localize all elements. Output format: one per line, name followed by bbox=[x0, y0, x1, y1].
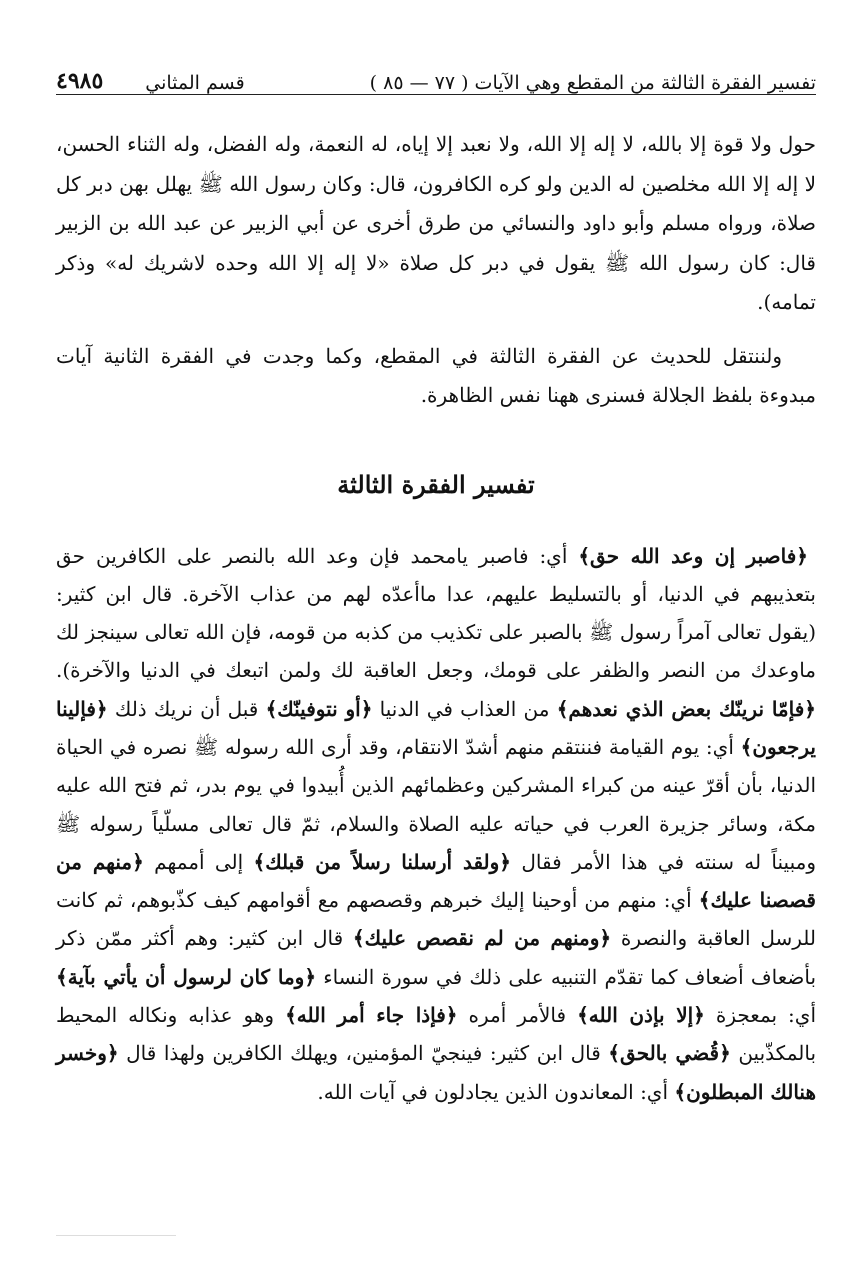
quran-verse: ﴿منهم من قصصنا عليك﴾ bbox=[56, 849, 816, 913]
commentary-text: أي: المعاندون الذين يجادلون في آيات الله. bbox=[317, 1079, 675, 1104]
quran-verse: ﴿وخسر هنالك المبطلون﴾ bbox=[56, 1041, 816, 1104]
footer-rule bbox=[56, 1235, 176, 1236]
quran-verse: ﴿فاصبر إن وعد الله حق﴾ bbox=[578, 543, 808, 568]
commentary-text: أي: يوم القيامة فننتقم منهم أشدّ الانتقام، وقد أرى الله رسوله ﷺ نصره في الحياة الدنيا، بأن أقرّ عينه من كبراء المشركين وعظمائهم الذين أُبيدوا في يوم بدر، ثم فتح الله عليه مكة، وسائر جزيرة العرب في حياته عليه الصلاة والسلام، ثمّ قال تعالى مسلّياً رسوله ﷺ ومبيناً له سنته في هذا الأمر فقال bbox=[56, 734, 816, 874]
section-title: تفسير الفقرة الثالثة bbox=[337, 469, 535, 499]
book-page bbox=[56, 56, 816, 1236]
commentary-text: أي: فاصبر يامحمد فإن وعد الله بالنصر على الكافرين حق بتعذيبهم في الدنيا، أو بالتسليط عليهم، عدا ماأعدّه لهم من عذاب الآخرة. قال ابن كثير: (يقول تعالى آمراً رسول ﷺ بالصبر على تكذيب من كذبه من قومه، فإن الله تعالى سينجز لك ماوعدك من النصر والظفر على قومك، وجعل العاقبة لك ولمن اتبعك في الدنيا والآخرة). bbox=[56, 543, 816, 683]
commentary-text: قبل أن نريك ذلك bbox=[107, 696, 266, 721]
header-title: تفسير الفقرة الثالثة من المقطع وهي الآيات ( ٧٧ — ٨٥ ) bbox=[369, 72, 816, 94]
commentary-text: قال ابن كثير: فينجيّ المؤمنين، ويهلك الكافرين ولهذا قال bbox=[118, 1041, 609, 1066]
quran-verse: ﴿أو نتوفينّك﴾ bbox=[265, 696, 373, 721]
quran-verse: ﴿قُضي بالحق﴾ bbox=[608, 1041, 731, 1066]
commentary-text: إلى أممهم bbox=[143, 849, 254, 874]
commentary-text: وهو عذابه ونكاله المحيط بالمكذّبين bbox=[56, 1003, 817, 1066]
quran-verse: ﴿وما كان لرسول أن يأتي بآية﴾ bbox=[56, 964, 317, 989]
quran-verse: ﴿ولقد أرسلنا رسلاً من قبلك﴾ bbox=[253, 849, 512, 874]
header-section: قسم المثاني bbox=[145, 72, 245, 94]
quran-verse: ﴿إلا بإذن الله﴾ bbox=[577, 1003, 705, 1028]
commentary-text: أي: بمعجزة bbox=[704, 1003, 816, 1028]
page-number: ٤٩٨٥ bbox=[56, 68, 104, 94]
commentary-text: من العذاب في الدنيا bbox=[372, 696, 557, 721]
quran-verse: ﴿فإذا جاء أمر الله﴾ bbox=[285, 1003, 458, 1028]
paragraph-2: ولننتقل للحديث عن الفقرة الثالثة في المقطع، وكما وجدت في الفقرة الثانية آيات مبدوءة بلفظ الجلالة فسنرى ههنا نفس الظاهرة. bbox=[56, 343, 816, 407]
commentary-text: فالأمر أمره bbox=[457, 1003, 578, 1028]
header-meta bbox=[56, 68, 245, 94]
commentary-text: قال ابن كثير: وهم أكثر ممّن ذكر بأضعاف أضعاف كما تقدّم التنبيه على ذلك في سورة النساء bbox=[56, 926, 817, 989]
paragraph-3 bbox=[56, 537, 816, 1111]
quran-verse: ﴿فإلينا يرجعون﴾ bbox=[56, 696, 816, 759]
paragraph-1: حول ولا قوة إلا بالله، لا إله إلا الله، ولا نعبد إلا إياه، له النعمة، وله الفضل، وله الثناء الحسن، لا إله إلا الله مخلصين له الدين ولو كره الكافرون، قال: وكان رسول الله ﷺ يهلل بهن دبر كل صلاة، ورواه مسلم وأبو داود والنسائي من طرق أخرى عن أبي الزبير عن عبد الله بن الزبير قال: كان رسول الله ﷺ يقول في دبر كل صلاة «لا إله إلا الله وحده لاشريك له» وذكر تمامه). bbox=[56, 132, 816, 314]
commentary-text: أي: منهم من أوحينا إليك خبرهم وقصصهم مع أقوامهم كيف كذّبوهم، ثم كانت للرسل العاقبة والنصرة bbox=[56, 888, 817, 951]
quran-verse: ﴿ومنهم من لم نقصص عليك﴾ bbox=[352, 926, 612, 951]
running-header bbox=[56, 56, 816, 95]
quran-verse: ﴿فإمّا نرينّك بعض الذي نعدهم﴾ bbox=[556, 696, 817, 721]
